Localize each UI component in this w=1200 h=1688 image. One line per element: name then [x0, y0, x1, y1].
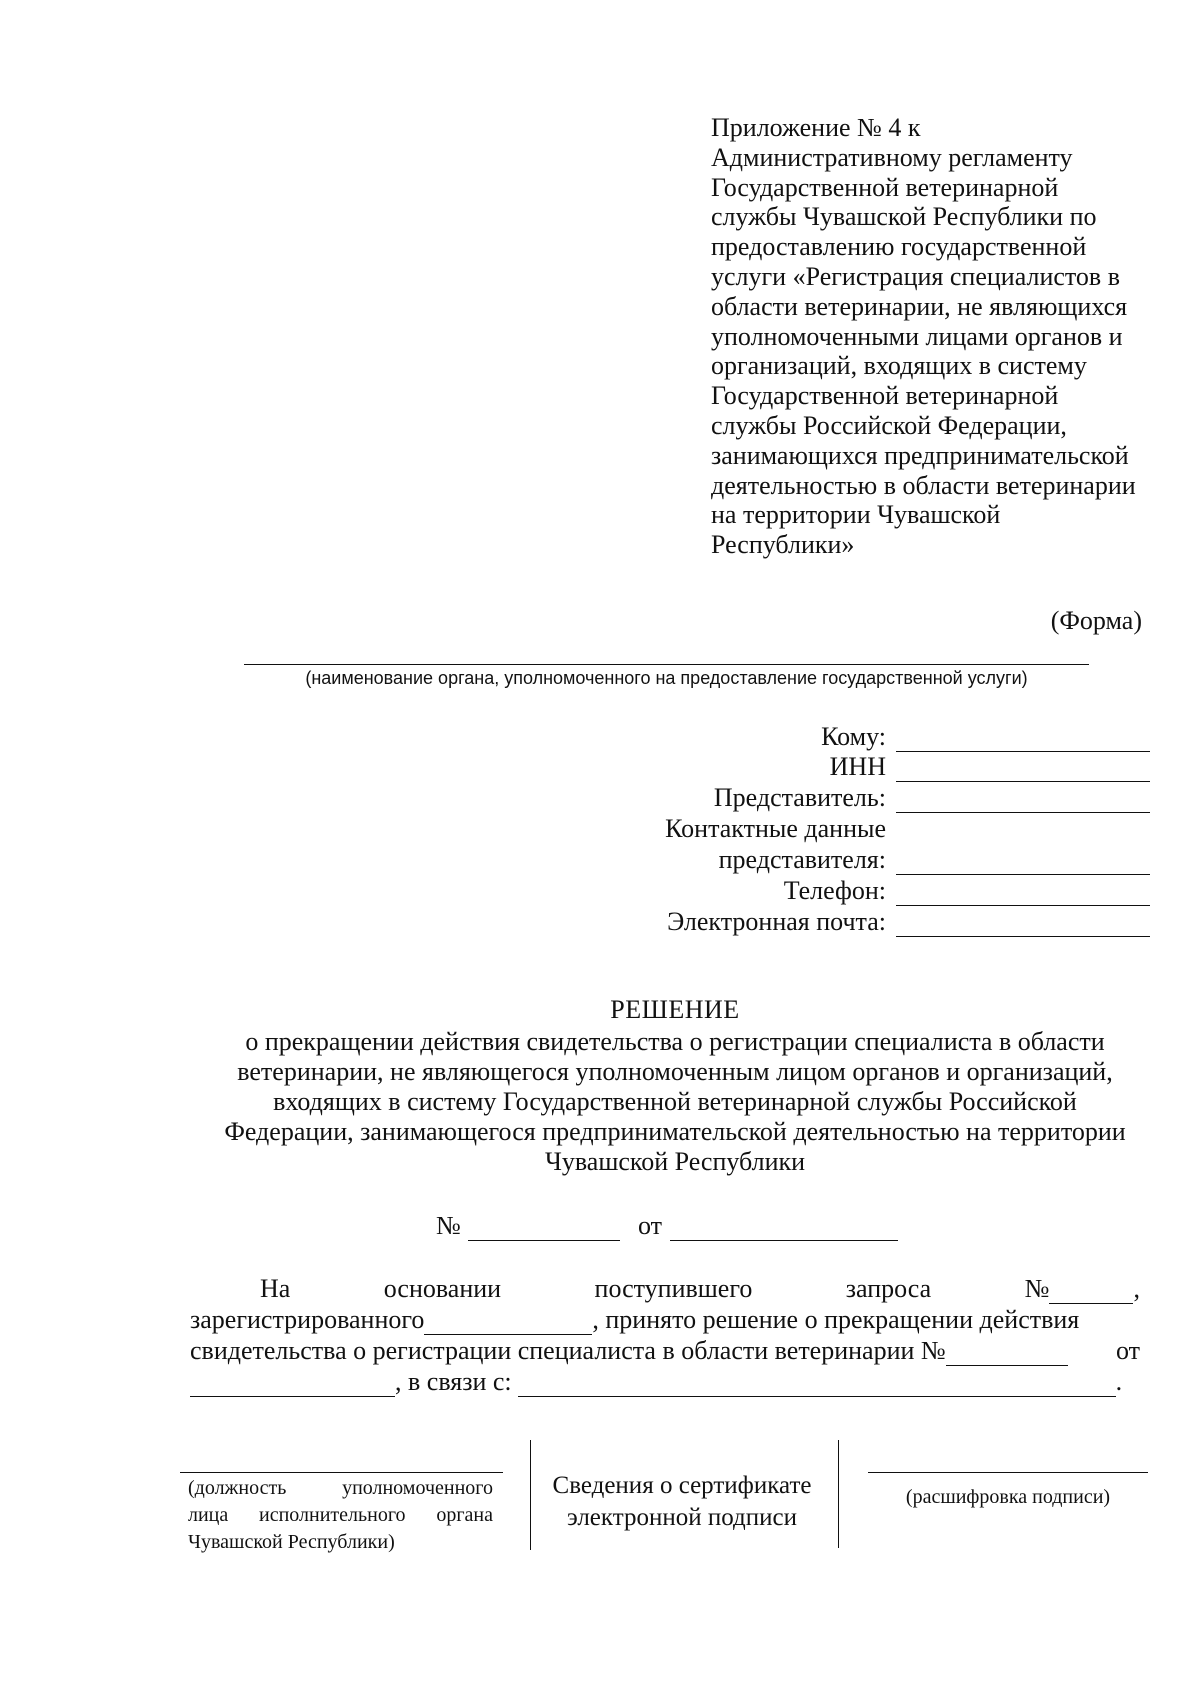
subtitle-line: ветеринарии, не являющегося уполномоченным лицом органов и организаций,: [237, 1057, 1113, 1086]
contact-label-line1: Контактные данные: [665, 814, 886, 843]
registration-date-field[interactable]: [424, 1310, 592, 1335]
position-caption-line: [188, 1475, 493, 1502]
phone-field[interactable]: [896, 905, 1150, 906]
recipient-to-label: Кому:: [821, 722, 886, 751]
body-word: основании: [383, 1274, 502, 1303]
org-name-caption: (наименование органа, уполномоченного на предоставление государственной услуги): [305, 668, 1028, 688]
certificate-phrase: свидетельства о регистрации специалиста в области ветеринарии №: [190, 1336, 946, 1365]
body-line-1: [190, 1274, 1140, 1304]
subtitle-line: Чувашской Республики: [544, 1147, 806, 1176]
divider-right: [838, 1440, 839, 1548]
appendix-line: Государственной ветеринарной: [711, 172, 1059, 202]
position-signature-line[interactable]: [180, 1472, 503, 1473]
body-word: поступившего: [594, 1274, 753, 1303]
appendix-line: услуги «Регистрация специалистов в: [711, 261, 1120, 291]
certificate-number-field[interactable]: [946, 1341, 1068, 1366]
appendix-line: области ветеринарии, не являющихся: [711, 291, 1128, 321]
body-word: На: [260, 1274, 291, 1303]
decision-phrase-text: , принято решение о прекращении действия: [592, 1305, 1080, 1334]
form-label: (Форма): [1050, 606, 1142, 635]
appendix-line: организаций, входящих в систему: [711, 351, 1087, 381]
decision-title: РЕШЕНИЕ: [610, 995, 740, 1024]
appendix-line: Республики»: [711, 530, 855, 560]
decision-subtitle: [200, 1027, 1150, 1177]
decision-from-word: от: [638, 1211, 663, 1240]
subtitle-line: входящих в систему Государственной ветеринарной службы Российской: [273, 1087, 1077, 1116]
body-line-2: [190, 1305, 1140, 1335]
appendix-line: занимающихся предпринимательской: [711, 440, 1129, 470]
org-name-field-line[interactable]: [244, 664, 1089, 665]
appendix-line: предоставлению государственной: [711, 232, 1087, 262]
contact-label-line2: представителя:: [718, 845, 886, 874]
email-field[interactable]: [896, 936, 1150, 937]
position-caption-line: Чувашской Республики): [188, 1531, 395, 1553]
representative-label: Представитель:: [713, 783, 886, 812]
contact-field[interactable]: [896, 874, 1150, 875]
signature-decode-caption: (расшифровка подписи): [905, 1486, 1111, 1508]
recipient-to-field[interactable]: [896, 751, 1150, 752]
caption-word: уполномоченного: [342, 1477, 493, 1499]
caption-word: органа: [436, 1504, 493, 1526]
reason-field[interactable]: [518, 1372, 1116, 1397]
request-number-group: [1025, 1274, 1140, 1304]
representative-field[interactable]: [896, 812, 1150, 813]
cert-line: Сведения о сертификате: [552, 1472, 812, 1499]
subtitle-line: Федерации, занимающегося предпринимательской деятельностью на территории: [224, 1117, 1126, 1146]
email-label: Электронная почта:: [667, 907, 886, 936]
appendix-line: службы Российской Федерации,: [711, 410, 1067, 440]
caption-word: исполнительного: [259, 1504, 406, 1526]
reason-phrase: , в связи с:: [395, 1367, 512, 1396]
position-caption-line: [188, 1502, 493, 1529]
subtitle-line: о прекращении действия свидетельства о регистрации специалиста в области: [245, 1027, 1105, 1056]
divider-left: [530, 1440, 531, 1550]
appendix-line: на территории Чувашской: [711, 500, 1001, 530]
appendix-line: Приложение № 4 к: [711, 113, 921, 142]
caption-word: (должность: [188, 1477, 287, 1499]
decision-phrase: [592, 1305, 1140, 1335]
appendix-line: Административному регламенту: [711, 142, 1073, 172]
decision-date-field[interactable]: [670, 1240, 898, 1241]
recipient-inn-field[interactable]: [896, 781, 1150, 782]
e-signature-certificate-info: [532, 1470, 832, 1534]
appendix-line: деятельностью в области ветеринарии: [711, 470, 1136, 500]
comma: ,: [1133, 1274, 1140, 1303]
request-number-sign: №: [1024, 1274, 1050, 1303]
signature-decode-line[interactable]: [868, 1472, 1148, 1473]
recipient-inn-label: ИНН: [829, 752, 886, 781]
certificate-date-field[interactable]: [190, 1372, 395, 1397]
body-line-4: [190, 1367, 1140, 1397]
cert-line: электронной подписи: [567, 1504, 797, 1531]
decision-number-sign: №: [436, 1211, 461, 1240]
phone-label: Телефон:: [783, 876, 886, 905]
appendix-line: уполномоченными лицами органов и: [711, 321, 1123, 351]
appendix-note: [711, 113, 1171, 560]
position-caption: [188, 1475, 493, 1556]
appendix-line: Государственной ветеринарной: [711, 381, 1059, 411]
request-number-field[interactable]: [1049, 1279, 1133, 1304]
body-word: запроса: [845, 1274, 932, 1303]
body-line-3: [190, 1336, 1140, 1366]
caption-word: лица: [188, 1504, 229, 1526]
registered-word: зарегистрированного: [190, 1305, 425, 1334]
decision-number-field[interactable]: [468, 1240, 620, 1241]
period: .: [1115, 1367, 1123, 1396]
appendix-line: службы Чувашской Республики по: [711, 202, 1097, 232]
certificate-from-word: от: [1115, 1336, 1140, 1365]
